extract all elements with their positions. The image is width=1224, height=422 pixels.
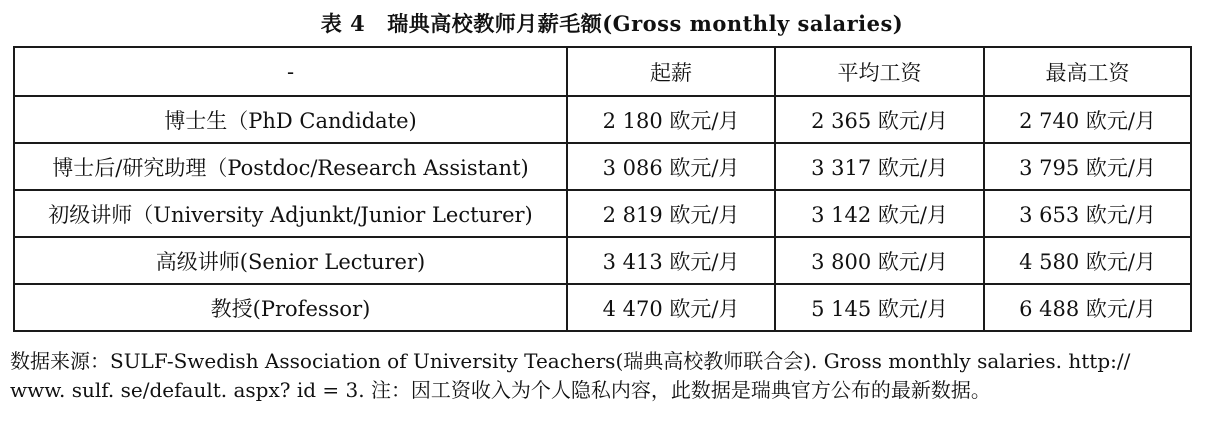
header-cell-starting-salary: 起薪 — [567, 47, 775, 96]
table-row — [14, 143, 1191, 190]
maximum-salary-cell: 2 740 欧元/月 — [984, 96, 1191, 143]
average-salary-cell: 3 142 欧元/月 — [775, 190, 984, 237]
maximum-salary-cell: 3 653 欧元/月 — [984, 190, 1191, 237]
table-number: 表 4 — [320, 11, 366, 36]
position-cell: 教授(Professor) — [14, 284, 567, 331]
position-cell: 高级讲师(Senior Lecturer) — [14, 237, 567, 284]
average-salary-cell: 3 800 欧元/月 — [775, 237, 984, 284]
header-cell-maximum-salary: 最高工资 — [984, 47, 1191, 96]
starting-salary-cell: 2 180 欧元/月 — [567, 96, 775, 143]
maximum-salary-cell: 6 488 欧元/月 — [984, 284, 1191, 331]
position-cell: 博士生（PhD Candidate) — [14, 96, 567, 143]
table-row — [14, 237, 1191, 284]
average-salary-cell: 5 145 欧元/月 — [775, 284, 984, 331]
maximum-salary-cell: 4 580 欧元/月 — [984, 237, 1191, 284]
table-caption — [0, 8, 1224, 38]
header-cell-position: - — [14, 47, 567, 96]
average-salary-cell: 2 365 欧元/月 — [775, 96, 984, 143]
starting-salary-cell: 4 470 欧元/月 — [567, 284, 775, 331]
source-note-line-2: www. sulf. se/default. aspx? id = 3. 注：因工资收入为个人隐私内容，此数据是瑞典官方公布的最新数据。 — [10, 378, 991, 402]
source-note-line-1: 数据来源：SULF-Swedish Association of University Teachers(瑞典高校教师联合会). Gross monthly salaries. http:// — [10, 349, 1131, 373]
salary-table — [13, 46, 1192, 332]
table-row — [14, 96, 1191, 143]
table-title: 瑞典高校教师月薪毛额(Gross monthly salaries) — [387, 11, 904, 36]
header-cell-average-salary: 平均工资 — [775, 47, 984, 96]
position-cell: 初级讲师（University Adjunkt/Junior Lecturer) — [14, 190, 567, 237]
header-row — [14, 47, 1191, 96]
position-cell: 博士后/研究助理（Postdoc/Research Assistant) — [14, 143, 567, 190]
average-salary-cell: 3 317 欧元/月 — [775, 143, 984, 190]
maximum-salary-cell: 3 795 欧元/月 — [984, 143, 1191, 190]
table-row — [14, 190, 1191, 237]
starting-salary-cell: 2 819 欧元/月 — [567, 190, 775, 237]
source-note — [10, 347, 1215, 405]
table-row — [14, 284, 1191, 331]
starting-salary-cell: 3 413 欧元/月 — [567, 237, 775, 284]
starting-salary-cell: 3 086 欧元/月 — [567, 143, 775, 190]
